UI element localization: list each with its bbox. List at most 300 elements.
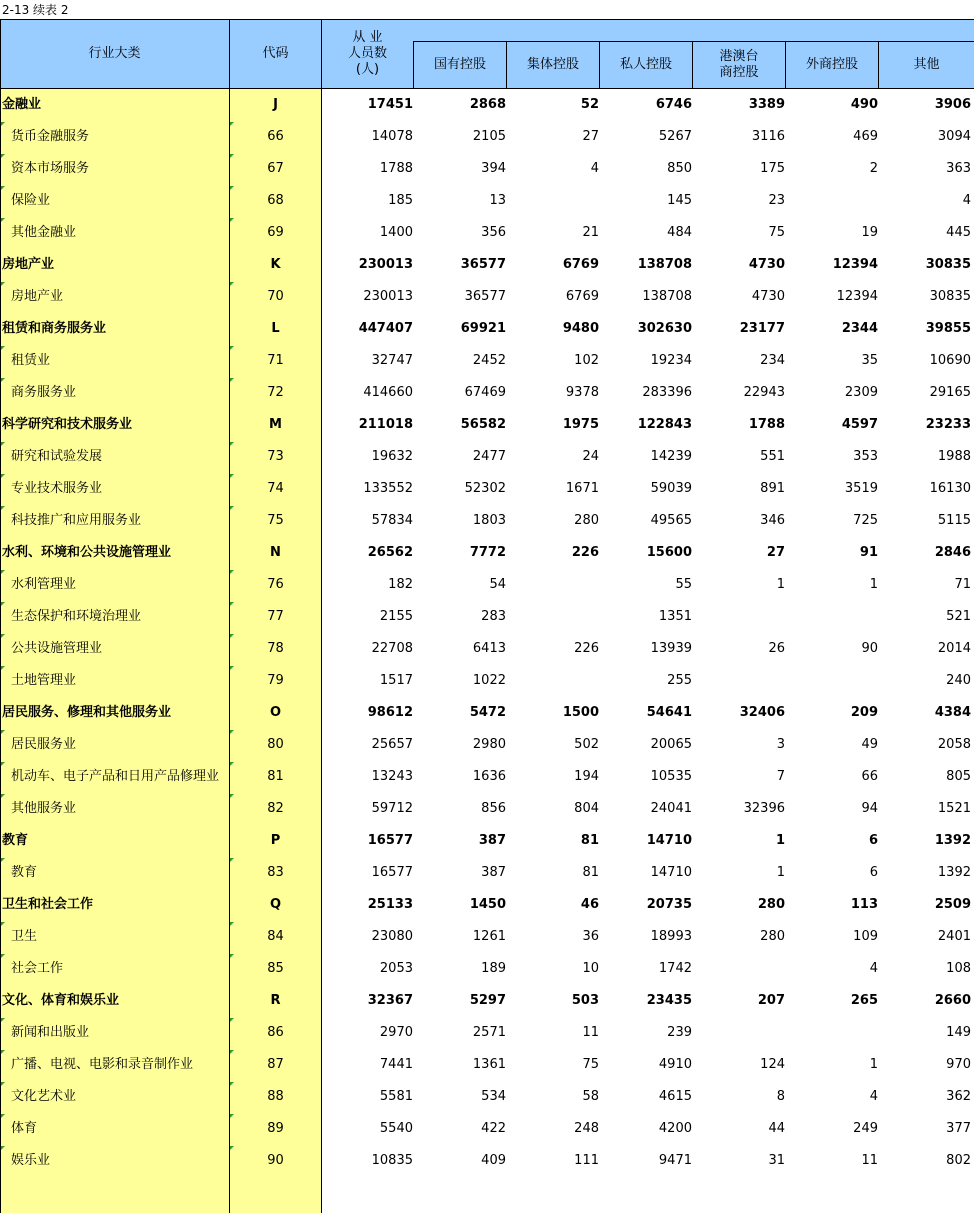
column-divider xyxy=(413,41,414,89)
state-holding-cell: 283 xyxy=(481,609,506,624)
other-cell: 2846 xyxy=(934,545,971,560)
employees-cell: 19632 xyxy=(371,449,413,464)
state-holding-cell: 409 xyxy=(481,1153,506,1168)
private-holding-cell: 55 xyxy=(675,577,692,592)
private-holding-cell: 302630 xyxy=(637,321,692,336)
hkmt-holding-cell: 346 xyxy=(760,513,785,528)
state-holding-cell: 2105 xyxy=(472,129,506,144)
hkmt-holding-cell: 31 xyxy=(768,1153,785,1168)
other-cell: 39855 xyxy=(925,321,971,336)
foreign-holding-cell: 469 xyxy=(853,129,878,144)
foreign-holding-cell: 725 xyxy=(853,513,878,528)
other-cell: 363 xyxy=(946,161,971,176)
cell-marker-icon xyxy=(230,506,234,510)
hkmt-holding-cell: 27 xyxy=(766,545,785,560)
industry-name-cell: 房地产业 xyxy=(11,289,64,304)
column-divider xyxy=(878,41,879,89)
code-cell: 80 xyxy=(267,737,284,752)
cell-marker-icon xyxy=(230,666,234,670)
cell-marker-icon xyxy=(1,346,5,350)
table-row xyxy=(0,793,974,825)
employees-cell: 25133 xyxy=(367,897,413,912)
employees-cell: 2155 xyxy=(379,609,413,624)
cell-marker-icon xyxy=(230,186,234,190)
industry-name-cell: 卫生和社会工作 xyxy=(2,897,94,912)
industry-name-cell: 公共设施管理业 xyxy=(11,641,103,656)
private-holding-cell: 122843 xyxy=(637,417,692,432)
foreign-holding-cell: 209 xyxy=(850,705,878,720)
other-cell: 23233 xyxy=(925,417,971,432)
cell-marker-icon xyxy=(230,1050,234,1054)
code-cell: 79 xyxy=(267,673,284,688)
column-divider xyxy=(506,41,507,89)
industry-name-cell: 机动车、电子产品和日用产品修理业 xyxy=(11,769,220,784)
private-holding-cell: 19234 xyxy=(650,353,692,368)
other-cell: 71 xyxy=(954,577,971,592)
state-holding-cell: 1803 xyxy=(472,513,506,528)
state-holding-cell: 56582 xyxy=(460,417,506,432)
collective-holding-cell: 27 xyxy=(582,129,599,144)
state-holding-cell: 36577 xyxy=(464,289,506,304)
collective-holding-cell: 81 xyxy=(582,865,599,880)
table-row xyxy=(0,665,974,697)
cell-marker-icon xyxy=(1,122,5,126)
code-cell: 84 xyxy=(267,929,284,944)
employees-cell: 26562 xyxy=(367,545,413,560)
cell-marker-icon xyxy=(230,762,234,766)
collective-holding-cell xyxy=(507,185,599,217)
private-holding-cell: 18993 xyxy=(650,929,692,944)
private-holding-cell: 15600 xyxy=(646,545,692,560)
other-cell: 16130 xyxy=(929,481,971,496)
code-cell: 68 xyxy=(267,193,284,208)
table-row xyxy=(0,857,974,889)
hkmt-holding-cell: 8 xyxy=(776,1089,785,1104)
table-row-category xyxy=(0,697,974,729)
foreign-holding-cell xyxy=(786,601,878,633)
cell-marker-icon xyxy=(230,954,234,958)
foreign-holding-cell: 12394 xyxy=(832,257,878,272)
state-holding-cell: 534 xyxy=(481,1089,506,1104)
hkmt-holding-cell: 4730 xyxy=(748,257,785,272)
industry-name-cell: 货币金融服务 xyxy=(11,129,90,144)
other-cell: 30835 xyxy=(925,257,971,272)
cell-marker-icon xyxy=(230,858,234,862)
foreign-holding-cell: 4597 xyxy=(841,417,878,432)
other-cell: 2058 xyxy=(937,737,971,752)
collective-holding-cell: 804 xyxy=(574,801,599,816)
table-row-category xyxy=(0,889,974,921)
industry-name-cell: 水利、环境和公共设施管理业 xyxy=(2,545,172,560)
foreign-holding-cell: 6 xyxy=(868,833,878,848)
employees-cell: 230013 xyxy=(363,289,413,304)
state-holding-cell: 7772 xyxy=(469,545,506,560)
cell-marker-icon xyxy=(1,730,5,734)
cell-marker-icon xyxy=(230,346,234,350)
column-divider xyxy=(599,41,600,89)
hkmt-holding-cell: 1 xyxy=(776,865,785,880)
code-cell: Q xyxy=(269,897,282,912)
private-holding-cell: 239 xyxy=(667,1025,692,1040)
employees-cell: 16577 xyxy=(367,833,413,848)
hkmt-holding-cell: 891 xyxy=(760,481,785,496)
cell-marker-icon xyxy=(230,378,234,382)
foreign-holding-cell xyxy=(786,185,878,217)
foreign-holding-cell: 12394 xyxy=(836,289,878,304)
code-cell: 72 xyxy=(267,385,284,400)
state-holding-cell: 422 xyxy=(481,1121,506,1136)
code-cell: P xyxy=(270,833,281,848)
collective-holding-cell: 1500 xyxy=(562,705,599,720)
cell-marker-icon xyxy=(1,666,5,670)
state-holding-cell: 5472 xyxy=(469,705,506,720)
collective-holding-cell xyxy=(507,665,599,697)
code-cell: 83 xyxy=(267,865,284,880)
cell-marker-icon xyxy=(230,570,234,574)
code-cell: 78 xyxy=(267,641,284,656)
other-cell: 4 xyxy=(962,193,971,208)
cell-marker-icon xyxy=(230,1018,234,1022)
collective-holding-cell: 280 xyxy=(574,513,599,528)
header-sub-divider xyxy=(413,41,974,42)
table-row xyxy=(0,729,974,761)
table-row xyxy=(0,505,974,537)
code-cell: 74 xyxy=(267,481,284,496)
foreign-holding-cell: 490 xyxy=(850,97,878,112)
state-holding-cell: 189 xyxy=(481,961,506,976)
column-divider xyxy=(692,41,693,89)
industry-name-cell: 研究和试验发展 xyxy=(11,449,103,464)
hkmt-holding-cell xyxy=(693,1017,785,1049)
private-holding-cell: 59039 xyxy=(650,481,692,496)
foreign-holding-cell: 1 xyxy=(869,1057,878,1072)
other-cell: 1392 xyxy=(937,865,971,880)
other-cell: 445 xyxy=(946,225,971,240)
industry-name-cell: 其他金融业 xyxy=(11,225,77,240)
other-cell: 149 xyxy=(946,1025,971,1040)
industry-name-cell: 卫生 xyxy=(11,929,38,944)
foreign-holding-cell: 2309 xyxy=(844,385,878,400)
table-row xyxy=(0,953,974,985)
other-cell: 3906 xyxy=(934,97,971,112)
hkmt-holding-cell xyxy=(693,601,785,633)
industry-name-cell: 生态保护和环境治理业 xyxy=(11,609,142,624)
collective-holding-cell: 9480 xyxy=(562,321,599,336)
industry-name-cell: 社会工作 xyxy=(11,961,64,976)
collective-holding-cell xyxy=(507,569,599,601)
cell-marker-icon xyxy=(230,922,234,926)
other-cell: 2660 xyxy=(934,993,971,1008)
code-cell: 66 xyxy=(267,129,284,144)
hkmt-holding-cell: 4730 xyxy=(751,289,785,304)
cell-marker-icon xyxy=(1,442,5,446)
employees-cell: 1788 xyxy=(379,161,413,176)
header-state-holding: 国有控股 xyxy=(433,57,486,72)
private-holding-cell: 49565 xyxy=(650,513,692,528)
hkmt-holding-cell: 280 xyxy=(760,929,785,944)
collective-holding-cell: 1975 xyxy=(562,417,599,432)
hkmt-holding-cell: 75 xyxy=(768,225,785,240)
collective-holding-cell: 226 xyxy=(571,545,599,560)
code-cell: J xyxy=(273,97,278,112)
table-row xyxy=(0,377,974,409)
industry-name-cell: 教育 xyxy=(11,865,38,880)
table-row xyxy=(0,121,974,153)
other-cell: 108 xyxy=(946,961,971,976)
other-cell: 805 xyxy=(946,769,971,784)
industry-name-cell: 租赁业 xyxy=(11,353,51,368)
industry-name-cell: 专业技术服务业 xyxy=(11,481,103,496)
collective-holding-cell: 102 xyxy=(574,353,599,368)
code-cell: N xyxy=(270,545,281,560)
industry-name-cell: 保险业 xyxy=(11,193,51,208)
code-cell: 70 xyxy=(267,289,284,304)
industry-name-cell: 教育 xyxy=(2,833,29,848)
private-holding-cell: 14710 xyxy=(650,865,692,880)
hkmt-holding-cell xyxy=(693,665,785,697)
table-row xyxy=(0,185,974,217)
code-cell: 85 xyxy=(267,961,284,976)
cell-marker-icon xyxy=(230,794,234,798)
data-table xyxy=(0,19,974,1213)
table-row xyxy=(0,345,974,377)
table-row xyxy=(0,761,974,793)
state-holding-cell: 54 xyxy=(489,577,506,592)
other-cell: 3094 xyxy=(937,129,971,144)
employees-cell: 414660 xyxy=(363,385,413,400)
private-holding-cell: 4200 xyxy=(658,1121,692,1136)
industry-name-cell: 资本市场服务 xyxy=(11,161,90,176)
code-cell: 86 xyxy=(267,1025,284,1040)
hkmt-holding-cell xyxy=(693,953,785,985)
industry-name-cell: 金融业 xyxy=(2,97,42,112)
collective-holding-cell: 248 xyxy=(574,1121,599,1136)
code-cell: M xyxy=(269,417,282,432)
employees-cell: 5540 xyxy=(379,1121,413,1136)
foreign-holding-cell: 11 xyxy=(861,1153,878,1168)
private-holding-cell: 4615 xyxy=(658,1089,692,1104)
employees-cell: 185 xyxy=(388,193,413,208)
collective-holding-cell: 36 xyxy=(582,929,599,944)
state-holding-cell: 1450 xyxy=(469,897,506,912)
collective-holding-cell: 81 xyxy=(580,833,599,848)
employees-cell: 1400 xyxy=(379,225,413,240)
header-private-holding: 私人控股 xyxy=(619,57,672,72)
table-row-category xyxy=(0,313,974,345)
private-holding-cell: 850 xyxy=(667,161,692,176)
table-row xyxy=(0,569,974,601)
code-cell: K xyxy=(270,257,281,272)
employees-cell: 59712 xyxy=(371,801,413,816)
collective-holding-cell: 10 xyxy=(582,961,599,976)
state-holding-cell: 36577 xyxy=(460,257,506,272)
foreign-holding-cell: 66 xyxy=(861,769,878,784)
table-row xyxy=(0,217,974,249)
hkmt-holding-cell: 280 xyxy=(757,897,785,912)
industry-name-cell: 广播、电视、电影和录音制作业 xyxy=(11,1057,194,1072)
cell-marker-icon xyxy=(1,1018,5,1022)
code-cell: 88 xyxy=(267,1089,284,1104)
collective-holding-cell: 6769 xyxy=(562,257,599,272)
cell-marker-icon xyxy=(230,154,234,158)
collective-holding-cell: 1671 xyxy=(565,481,599,496)
foreign-holding-cell: 4 xyxy=(869,961,878,976)
collective-holding-cell: 111 xyxy=(574,1153,599,1168)
other-cell: 1521 xyxy=(937,801,971,816)
state-holding-cell: 69921 xyxy=(460,321,506,336)
hkmt-holding-cell: 234 xyxy=(760,353,785,368)
state-holding-cell: 1636 xyxy=(472,769,506,784)
private-holding-cell: 1742 xyxy=(658,961,692,976)
code-cell: 69 xyxy=(267,225,284,240)
industry-name-cell: 商务服务业 xyxy=(11,385,77,400)
table-row xyxy=(0,1145,974,1177)
other-cell: 1988 xyxy=(937,449,971,464)
hkmt-holding-cell: 3 xyxy=(776,737,785,752)
state-holding-cell: 2571 xyxy=(472,1025,506,1040)
industry-name-cell: 其他服务业 xyxy=(11,801,77,816)
table-row xyxy=(0,1049,974,1081)
state-holding-cell: 387 xyxy=(478,833,506,848)
column-divider xyxy=(785,41,786,89)
cell-marker-icon xyxy=(1,506,5,510)
other-cell: 1392 xyxy=(934,833,971,848)
table-row xyxy=(0,1081,974,1113)
cell-marker-icon xyxy=(230,1082,234,1086)
employees-cell: 2053 xyxy=(379,961,413,976)
employees-cell: 211018 xyxy=(358,417,413,432)
state-holding-cell: 2477 xyxy=(472,449,506,464)
collective-holding-cell: 21 xyxy=(582,225,599,240)
employees-cell: 10835 xyxy=(371,1153,413,1168)
employees-cell: 32367 xyxy=(367,993,413,1008)
private-holding-cell: 9471 xyxy=(658,1153,692,1168)
collective-holding-cell: 503 xyxy=(571,993,599,1008)
private-holding-cell: 20065 xyxy=(650,737,692,752)
other-cell: 4384 xyxy=(934,705,971,720)
employees-cell: 23080 xyxy=(371,929,413,944)
foreign-holding-cell: 90 xyxy=(861,641,878,656)
private-holding-cell: 14710 xyxy=(646,833,692,848)
cell-marker-icon xyxy=(230,1146,234,1150)
foreign-holding-cell: 2 xyxy=(869,161,878,176)
code-cell: L xyxy=(271,321,280,336)
industry-name-cell: 娱乐业 xyxy=(11,1153,51,1168)
hkmt-holding-cell: 1788 xyxy=(748,417,785,432)
header-employees: 从 业 人员数 (人) xyxy=(347,30,387,77)
table-row xyxy=(0,473,974,505)
other-cell: 2509 xyxy=(934,897,971,912)
foreign-holding-cell: 1 xyxy=(869,577,878,592)
code-cell: 67 xyxy=(267,161,284,176)
foreign-holding-cell: 4 xyxy=(869,1089,878,1104)
foreign-holding-cell: 6 xyxy=(869,865,878,880)
collective-holding-cell: 6769 xyxy=(565,289,599,304)
header-code: 代码 xyxy=(262,45,289,61)
hkmt-holding-cell: 7 xyxy=(776,769,785,784)
employees-cell: 447407 xyxy=(358,321,413,336)
collective-holding-cell: 52 xyxy=(580,97,599,112)
table-row xyxy=(0,281,974,313)
hkmt-holding-cell: 23 xyxy=(768,193,785,208)
private-holding-cell: 24041 xyxy=(650,801,692,816)
employees-cell: 98612 xyxy=(367,705,413,720)
collective-holding-cell: 11 xyxy=(582,1025,599,1040)
industry-name-cell: 租赁和商务服务业 xyxy=(2,321,107,336)
employees-cell: 14078 xyxy=(371,129,413,144)
other-cell: 30835 xyxy=(929,289,971,304)
code-cell: 77 xyxy=(267,609,284,624)
private-holding-cell: 10535 xyxy=(650,769,692,784)
cell-marker-icon xyxy=(1,474,5,478)
other-cell: 802 xyxy=(946,1153,971,1168)
employees-cell: 13243 xyxy=(371,769,413,784)
employees-cell: 57834 xyxy=(371,513,413,528)
foreign-holding-cell: 91 xyxy=(859,545,878,560)
employees-cell: 7441 xyxy=(379,1057,413,1072)
header-other: 其他 xyxy=(913,57,940,72)
hkmt-holding-cell: 44 xyxy=(768,1121,785,1136)
hkmt-holding-cell: 23177 xyxy=(739,321,785,336)
cell-marker-icon xyxy=(1,282,5,286)
hkmt-holding-cell: 32396 xyxy=(743,801,785,816)
table-row xyxy=(0,633,974,665)
hkmt-holding-cell: 32406 xyxy=(739,705,785,720)
employees-cell: 182 xyxy=(388,577,413,592)
code-cell: 82 xyxy=(267,801,284,816)
state-holding-cell: 5297 xyxy=(469,993,506,1008)
foreign-holding-cell: 113 xyxy=(850,897,878,912)
hkmt-holding-cell: 551 xyxy=(760,449,785,464)
foreign-holding-cell: 353 xyxy=(853,449,878,464)
code-cell: 71 xyxy=(267,353,284,368)
private-holding-cell: 138708 xyxy=(637,257,692,272)
header-collective-holding: 集体控股 xyxy=(526,57,579,72)
other-cell: 29165 xyxy=(929,385,971,400)
cell-marker-icon xyxy=(1,602,5,606)
hkmt-holding-cell: 3389 xyxy=(748,97,785,112)
collective-holding-cell: 194 xyxy=(574,769,599,784)
private-holding-cell: 6746 xyxy=(655,97,692,112)
private-holding-cell: 23435 xyxy=(646,993,692,1008)
collective-holding-cell: 46 xyxy=(580,897,599,912)
employees-cell: 32747 xyxy=(371,353,413,368)
foreign-holding-cell: 2344 xyxy=(841,321,878,336)
employees-cell: 17451 xyxy=(367,97,413,112)
cell-marker-icon xyxy=(1,634,5,638)
industry-name-cell: 水利管理业 xyxy=(11,577,77,592)
foreign-holding-cell xyxy=(786,665,878,697)
industry-name-cell: 新闻和出版业 xyxy=(11,1025,90,1040)
table-top-border xyxy=(0,19,974,20)
employees-cell: 230013 xyxy=(358,257,413,272)
state-holding-cell: 1361 xyxy=(472,1057,506,1072)
state-holding-cell: 356 xyxy=(481,225,506,240)
foreign-holding-cell: 109 xyxy=(853,929,878,944)
collective-holding-cell: 9378 xyxy=(565,385,599,400)
header-industry: 行业大类 xyxy=(88,45,141,61)
header-hkmt-holding: 港澳台 商控股 xyxy=(719,49,759,80)
foreign-holding-cell: 49 xyxy=(861,737,878,752)
cell-marker-icon xyxy=(1,1146,5,1150)
collective-holding-cell: 226 xyxy=(574,641,599,656)
cell-marker-icon xyxy=(1,858,5,862)
industry-name-cell: 体育 xyxy=(11,1121,38,1136)
state-holding-cell: 2452 xyxy=(472,353,506,368)
cell-marker-icon xyxy=(1,1082,5,1086)
other-cell: 362 xyxy=(946,1089,971,1104)
table-row-category xyxy=(0,89,974,121)
